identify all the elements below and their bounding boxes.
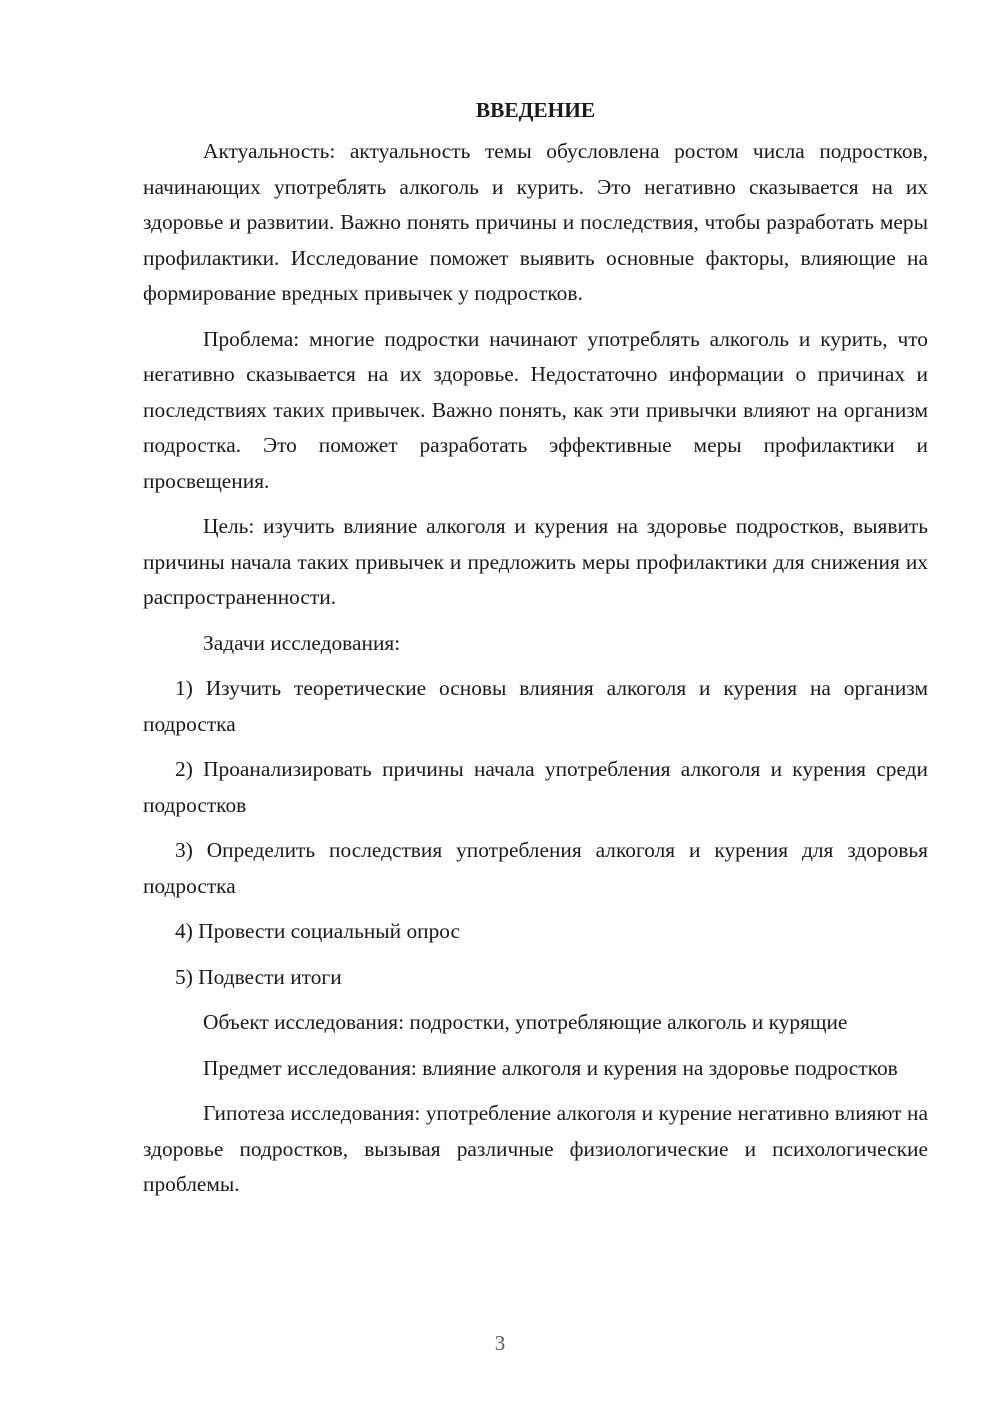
object-paragraph: Объект исследования: подростки, употребляющие алкоголь и курящие: [203, 1010, 848, 1034]
task-item-3: 3) Определить последствия употребления алкоголя и курения для здоровья подростка: [143, 838, 928, 898]
problem-paragraph: Проблема: многие подростки начинают употреблять алкоголь и курить, что негативно сказывается на их здоровье. Недостаточно информации о причинах и последствиях таких привычек. Важно понять, как эти привычки влияют на организм подростка. Это поможет разработать эффективные меры профилактики и просвещения.: [143, 326, 928, 493]
document-page: [143, 92, 928, 1213]
task-item-2: 2) Проанализировать причины начала употребления алкоголя и курения среди подростков: [143, 757, 928, 817]
page-number: 3: [494, 1331, 506, 1355]
task-item-4: 4) Провести социальный опрос: [175, 919, 461, 943]
goal-paragraph: Цель: изучить влияние алкоголя и курения на здоровье подростков, выявить причины начала таких привычек и предложить меры профилактики для снижения их распространенности.: [143, 514, 928, 609]
page-title: ВВЕДЕНИЕ: [475, 98, 596, 122]
task-item-5: 5) Подвести итоги: [175, 964, 342, 989]
tasks-list: [143, 671, 928, 995]
hypothesis-paragraph: Гипотеза исследования: употребление алкоголя и курение негативно влияют на здоровье подростков, вызывая различные физиологические и психологические проблемы.: [143, 1101, 928, 1196]
relevance-paragraph: Актуальность: актуальность темы обусловлена ростом числа подростков, начинающих употреблять алкоголь и курить. Это негативно сказывается на их здоровье и развитии. Важно понять причины и последствия, чтобы разработать меры профилактики. Исследование поможет выявить основные факторы, влияющие на формирование вредных привычек у подростков.: [143, 139, 928, 305]
subject-paragraph: Предмет исследования: влияние алкоголя и курения на здоровье подростков: [203, 1055, 898, 1080]
task-item-1: 1) Изучить теоретические основы влияния алкоголя и курения на организм подростка: [143, 676, 928, 736]
tasks-heading: Задачи исследования:: [203, 630, 401, 655]
